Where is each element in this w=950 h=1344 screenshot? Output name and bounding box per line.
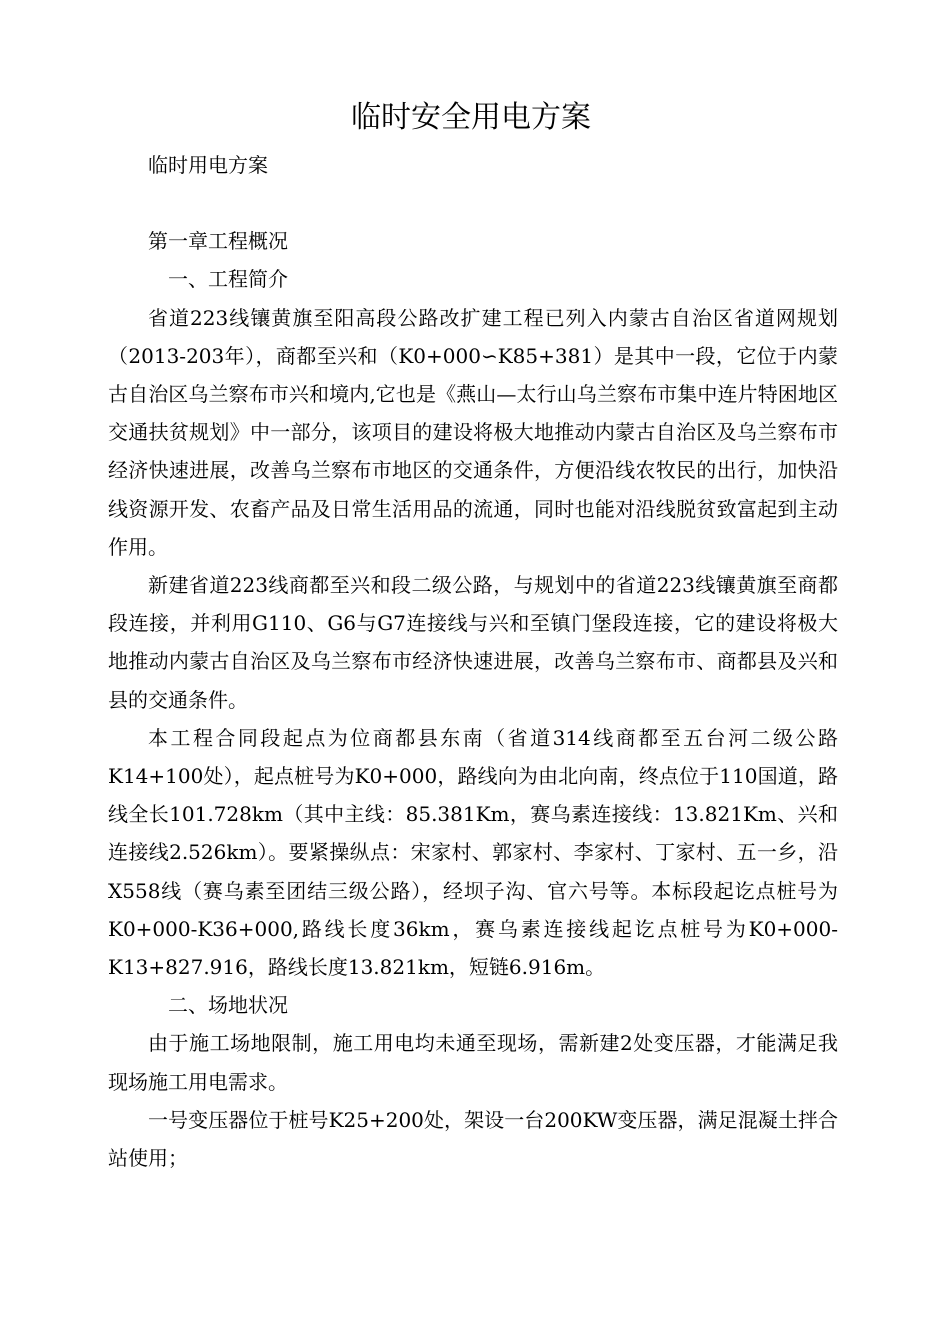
document-body: [108, 146, 838, 1177]
document-title: 临时安全用电方案: [351, 100, 591, 135]
paragraph: 省道223线镶黄旗至阳高段公路改扩建工程已列入内蒙古自治区省道网规划（2013-203年），商都至兴和（K0+000∽K85+381）是其中一段，它位于内蒙古自治区乌兰察布市兴和境内,它也是《燕山—太行山乌兰察布市集中连片特困地区交通扶贫规划》中一部分，该项目的建设将极大地推动内蒙古自治区及乌兰察布市经济快速进展，改善乌兰察布市地区的交通条件，方便沿线农牧民的出行，加快沿线资源开发、农畜产品及日常生活用品的流通，同时也能对沿线脱贫致富起到主动作用。: [108, 305, 838, 559]
paragraph: 新建省道223线商都至兴和段二级公路，与规划中的省道223线镶黄旗至商都段连接，并利用G110、G6与G7连接线与兴和至镇门堡段连接，它的建设将极大地推动内蒙古自治区及乌兰察布市经济快速进展，改善乌兰察布市、商都县及兴和县的交通条件。: [108, 573, 838, 712]
paragraph: 一号变压器位于桩号K25+200处，架设一台200KW变压器，满足混凝土拌合站使用；: [108, 1107, 838, 1171]
document-subtitle: 临时用电方案: [148, 153, 268, 177]
chapter-heading: 第一章工程概况: [148, 229, 288, 254]
paragraph: 本工程合同段起点为位商都县东南（省道314线商都至五台河二级公路K14+100处），起点桩号为K0+000，路线向为由北向南，终点位于110国道，路线全长101.728km（其中主线：85.381Km，赛乌素连接线：13.821Km、兴和连接线2.526km）。要紧操纵点：宋家村、郭家村、李家村、丁家村、五一乡，沿X558线（赛乌素至团结三级公路），经坝子沟、官六号等。本标段起讫点桩号为K0+000-K36+000,路线长度36km，赛乌素连接线起讫点桩号为K0+000-K13+827.916，路线长度13.821km，短链6.916m。: [108, 725, 838, 980]
section-heading-site-conditions: 二、场地状况: [168, 993, 288, 1018]
paragraph: 由于施工场地限制，施工用电均未通至现场，需新建2处变压器，才能满足我现场施工用电需求。: [108, 1031, 838, 1094]
section-heading-project-intro: 一、工程简介: [168, 267, 288, 292]
